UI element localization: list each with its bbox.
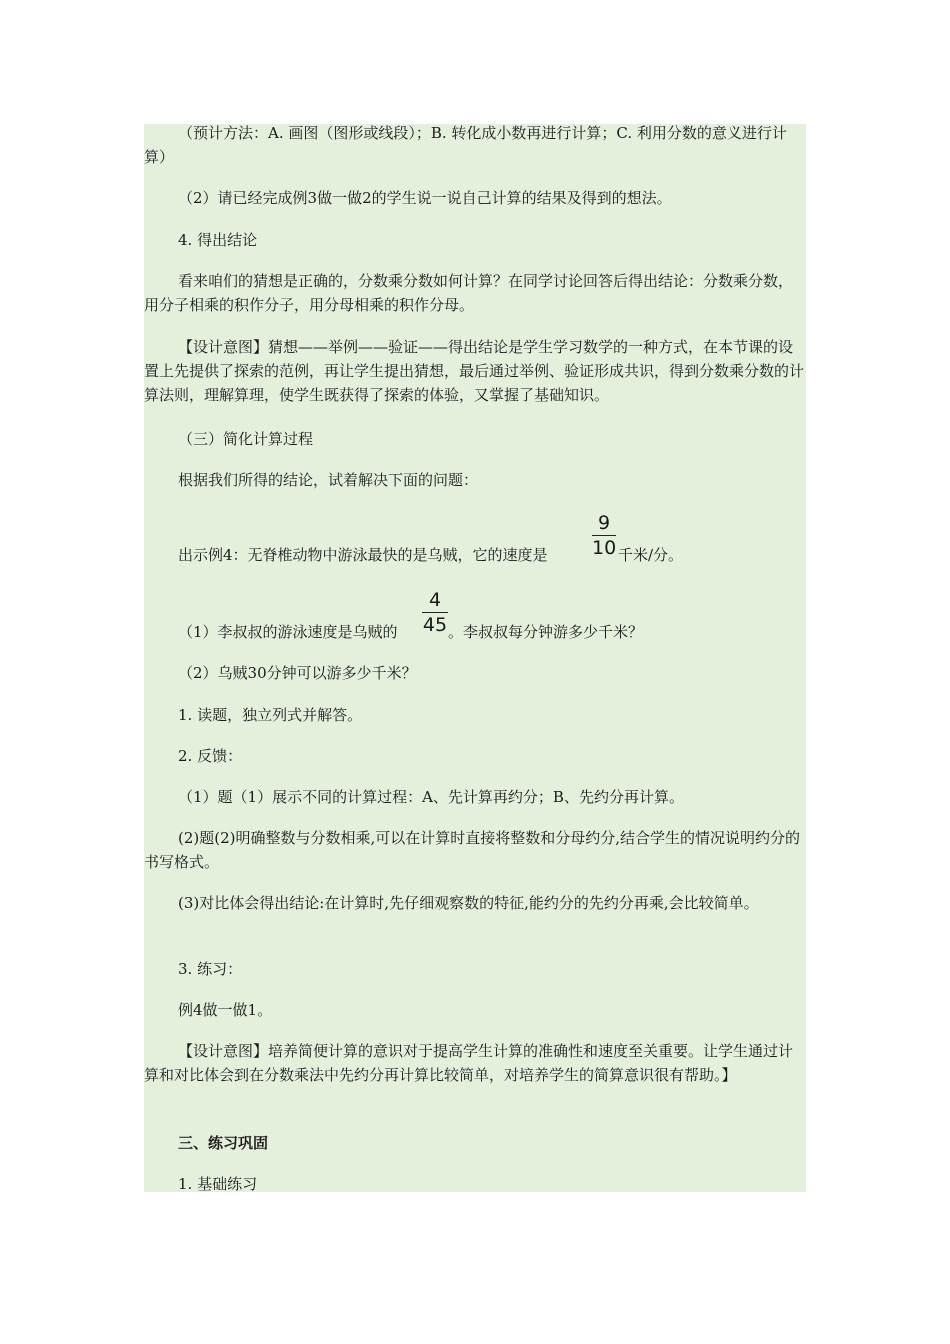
question-1-text: （1）李叔叔的游泳速度是乌贼的 [178,623,398,641]
paragraph-step-3: 3. 练习： [178,960,243,978]
question-1-rest: 。李叔叔每分钟游多少千米？ [448,623,644,641]
fraction-ratio-denominator: 45 [422,614,448,636]
fraction-speed-numerator: 9 [597,512,611,534]
paragraph-feedback-2: (2)题(2)明确整数与分数相乘,可以在计算时直接将整数和分母约分,结合学生的情况说明约分的书写格式。 [144,829,801,871]
fraction-bar [422,612,448,613]
fraction-speed [592,512,616,559]
paragraph-feedback-3: (3)对比体会得出结论:在计算时,先仔细观察数的特征,能约分的先约分再乘,会比较简单。 [178,894,759,912]
paragraph-conclusion: 看来咱们的猜想是正确的，分数乘分数如何计算？在同学讨论回答后得出结论：分数乘分数，用分子相乘的积作分子，用分母相乘的积作分母。 [144,272,794,314]
paragraph-question-2: （2）乌贼30分钟可以游多少千米？ [178,664,417,682]
heading-conclusion: 4. 得出结论 [178,231,258,249]
fraction-ratio [422,589,448,636]
paragraph-design-intent-1: 【设计意图】猜想——举例——验证——得出结论是学生学习数学的一种方式，在本节课的设置上先提供了探索的范例，再让学生提出猜想，最后通过举例、验证形成共识，得到分数乘分数的计算法则，理解算理，使学生既获得了探索的体验，又掌握了基础知识。 [144,338,805,404]
paragraph-step-1: 1. 读题，独立列式并解答。 [178,706,363,724]
paragraph-step-2: 2. 反馈： [178,747,243,765]
paragraph-design-intent-2: 【设计意图】培养简便计算的意识对于提高学生计算的准确性和速度至关重要。让学生通过计算和对比体会到在分数乘法中先约分再计算比较简单，对培养学生的简算意识很有帮助。】 [144,1042,794,1084]
fraction-ratio-numerator: 4 [428,589,442,611]
paragraph-feedback-1: （1）题（1）展示不同的计算过程：A、先计算再约分；B、先约分再计算。 [178,788,684,806]
example-4-unit: 千米/分。 [618,546,684,564]
fraction-bar [592,535,616,536]
paragraph-student-share: （2）请已经完成例3做一做2的学生说一说自己计算的结果及得到的想法。 [178,189,672,207]
paragraph-basic-practice: 1. 基础练习 [178,1175,258,1193]
paragraph-instruction: 根据我们所得的结论，试着解决下面的问题： [178,471,479,489]
heading-practice-consolidation: 三、练习巩固 [178,1134,269,1152]
fraction-speed-denominator: 10 [592,537,617,559]
paragraph-estimation-methods: （预计方法：A. 画图（图形或线段）；B. 转化成小数再进行计算；C. 利用分数的意义进行计算） [144,124,787,166]
example-4-text: 出示例4：无脊椎动物中游泳最快的是乌贼，它的速度是 [178,546,548,564]
heading-simplify: （三）简化计算过程 [178,430,314,448]
paragraph-practice: 例4做一做1。 [178,1001,273,1019]
